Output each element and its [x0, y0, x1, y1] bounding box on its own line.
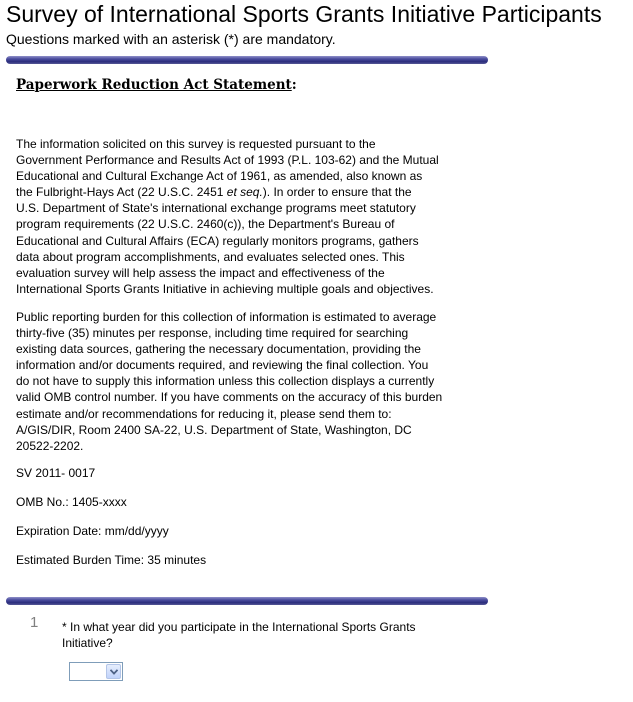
paragraph-line: Public reporting burden for this collection of information is estimated to average	[16, 310, 437, 324]
et-seq-italic: et seq.	[226, 185, 263, 200]
paperwork-heading	[16, 76, 297, 94]
paragraph-line: 20522-2202.	[16, 438, 84, 453]
paragraph-line: A/GIS/DIR, Room 2400 SA-22, U.S. Department of State, Washington, DC	[16, 422, 412, 437]
paperwork-heading-colon: :	[291, 77, 297, 93]
chevron-down-icon	[110, 669, 118, 675]
question-number: 1	[30, 614, 39, 631]
paragraph-line: evaluation survey will help assess the impact and effectiveness of the	[16, 265, 385, 280]
paragraph-line: estimate and/or recommendations for reducing it, please send them to:	[16, 406, 392, 421]
section-divider	[6, 56, 488, 64]
paragraph-line	[16, 184, 486, 200]
omb-number: OMB No.: 1405-xxxx	[16, 495, 127, 509]
estimated-burden-time: Estimated Burden Time: 35 minutes	[16, 553, 207, 567]
paragraph-line: valid OMB control number. If you have comments on the accuracy of this burden	[16, 390, 443, 405]
paperwork-paragraph-1	[16, 136, 486, 297]
mandatory-note: Questions marked with an asterisk (*) are mandatory.	[6, 31, 336, 47]
question-text	[62, 619, 416, 651]
paragraph-line: Educational and Cultural Affairs (ECA) regularly monitors programs, gathers	[16, 233, 419, 248]
question-text-line: Initiative?	[62, 636, 113, 650]
paragraph-text: the Fulbright-Hays Act (22 U.S.C. 2451	[16, 185, 227, 200]
paperwork-paragraph-2	[16, 309, 486, 454]
paragraph-line: U.S. Department of State's international exchange programs meet statutory	[16, 201, 416, 216]
paragraph-line: data about program accomplishments, and evaluates selected ones. This	[16, 249, 405, 264]
participation-year-select[interactable]	[69, 662, 123, 681]
sv-number: SV 2011- 0017	[16, 466, 96, 480]
paragraph-line: do not have to supply this information unless this collection displays a currently	[16, 374, 435, 389]
paragraph-line: The information solicited on this survey is requested pursuant to the	[16, 137, 376, 151]
paragraph-line: program requirements (22 U.S.C. 2460(c)), the Department's Bureau of	[16, 217, 395, 232]
page-title: Survey of International Sports Grants Initiative Participants	[6, 1, 602, 27]
paperwork-heading-text: Paperwork Reduction Act Statement	[16, 77, 292, 93]
dropdown-arrow-button[interactable]	[106, 664, 121, 679]
paragraph-text: ). In order to ensure that the	[262, 185, 412, 200]
paragraph-line: Government Performance and Results Act of 1993 (P.L. 103-62) and the Mutual	[16, 153, 439, 168]
paragraph-line: information and/or documents required, and reviewing the final collection. You	[16, 358, 429, 373]
paragraph-line: Educational and Cultural Exchange Act of 1961, as amended, also known as	[16, 169, 423, 184]
section-divider	[6, 597, 488, 605]
paragraph-line: International Sports Grants Initiative in achieving multiple goals and objectives.	[16, 281, 434, 296]
question-text-line: * In what year did you participate in the International Sports Grants	[62, 620, 416, 634]
paragraph-line: existing data sources, gathering the necessary documentation, providing the	[16, 342, 421, 357]
paragraph-line: thirty-five (35) minutes per response, including time required for searching	[16, 326, 409, 341]
expiration-date: Expiration Date: mm/dd/yyyy	[16, 524, 169, 538]
